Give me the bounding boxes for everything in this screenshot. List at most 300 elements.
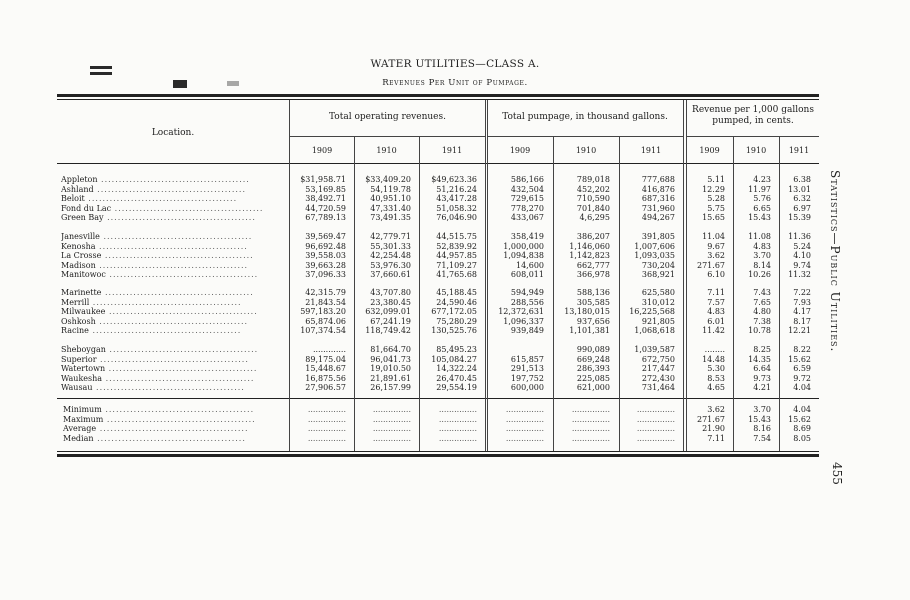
body-rule [57, 398, 819, 399]
location-cell [61, 251, 291, 261]
revenue-cell: 677,172.05 [431, 307, 477, 317]
location-cell [61, 242, 291, 252]
empty-cell-dots: ............... [438, 414, 477, 424]
revenue-group-header: Total operating revenues. [329, 112, 446, 122]
pumpage-cell: 494,267 [641, 213, 675, 223]
rate-cell: 4.10 [793, 251, 811, 261]
rate-cell: 6.65 [753, 203, 771, 213]
location-cell [61, 288, 291, 298]
revenue-cell: 23,380.45 [370, 297, 411, 307]
rate-cell: 11.32 [788, 270, 811, 280]
leader-dots: .......................................... [97, 175, 250, 184]
rate-cell: 6.64 [753, 364, 771, 374]
rate-cell: 8.53 [707, 373, 725, 383]
revenue-cell: 38,492.71 [305, 194, 346, 204]
pumpage-cell: 672,750 [641, 354, 675, 364]
year-header: 1909 [311, 146, 333, 155]
rate-cell: 14.48 [702, 354, 725, 364]
leader-dots: .......................................... [88, 326, 242, 336]
rate-cell: 12.21 [788, 326, 811, 336]
table-row [57, 232, 819, 242]
rate-cell: 15.62 [788, 414, 811, 424]
table-row [57, 374, 819, 384]
location-name: Wausau [61, 383, 93, 393]
pumpage-cell: 291,513 [510, 364, 544, 374]
revenue-cell: $33,409.20 [365, 175, 411, 184]
pumpage-cell: 600,000 [510, 383, 544, 393]
pumpage-cell: 729,615 [510, 194, 544, 204]
summary-cell [63, 415, 293, 425]
empty-cell-dots: ............... [438, 433, 477, 443]
rate-cell: 5.75 [707, 203, 725, 213]
leader-dots: .......................................... [93, 433, 246, 443]
pumpage-cell: 730,204 [641, 260, 675, 270]
table-row [57, 383, 819, 393]
table-row [57, 194, 819, 204]
location-cell [61, 383, 291, 393]
revenue-cell: 52,839.92 [436, 241, 477, 251]
table-row [57, 326, 819, 336]
empty-cell-dots: ............... [307, 414, 346, 424]
pumpage-cell: 4,6,295 [579, 213, 610, 223]
revenue-cell: 67,789.13 [305, 213, 346, 223]
summary-label: Average [63, 424, 97, 434]
rate-cell: 7.43 [753, 288, 771, 297]
pumpage-cell: 16,225,568 [629, 307, 675, 317]
pumpage-cell: 586,166 [510, 175, 544, 184]
empty-cell-dots: ............... [505, 414, 544, 424]
year-header: 1911 [640, 146, 662, 155]
rate-cell: 5.76 [753, 194, 771, 204]
pumpage-cell: 1,142,823 [569, 251, 610, 261]
revenue-cell: 81,664.70 [370, 345, 411, 354]
revenue-cell: 118,749.42 [365, 326, 411, 336]
summary-cell [63, 424, 293, 434]
revenue-cell: 44,957.85 [436, 251, 477, 261]
rate-cell: 14.35 [748, 354, 771, 364]
pumpage-cell: 386,207 [576, 232, 610, 241]
empty-cell-dots: ............... [307, 424, 346, 434]
location-cell [61, 317, 291, 327]
leader-dots: .......................................... [105, 345, 259, 354]
revenue-cell: 16,875.56 [305, 373, 346, 383]
pumpage-cell: 12,372,631 [498, 307, 544, 317]
rate-cell: 4.04 [793, 383, 811, 393]
revenue-cell: 53,976.30 [370, 260, 411, 270]
empty-cell-dots: ............... [372, 414, 411, 424]
summary-row [57, 415, 819, 425]
revenue-cell: 39,558.03 [305, 251, 346, 261]
location-cell [61, 261, 291, 271]
pumpage-cell: 1,068,618 [634, 326, 675, 336]
pumpage-cell: 1,146,060 [569, 241, 610, 251]
revenue-cell: 29,554.19 [436, 383, 477, 393]
table-row [57, 288, 819, 298]
revenue-cell: 40,951.10 [370, 194, 411, 204]
revenue-cell: 39,663.28 [305, 260, 346, 270]
empty-cell-dots: ............... [636, 414, 675, 424]
summary-label: Maximum [63, 414, 104, 424]
pumpage-cell: 778,270 [510, 203, 544, 213]
table-row [57, 355, 819, 365]
empty-cell-dots: ............... [505, 433, 544, 443]
year-header: 1911 [441, 146, 463, 155]
revenue-cell: 42,254.48 [370, 251, 411, 261]
bottom-rule-thin [57, 451, 819, 452]
rate-cell: 3.70 [753, 251, 771, 261]
revenue-cell: $49,623.36 [431, 175, 477, 184]
pumpage-cell: 615,857 [510, 354, 544, 364]
running-head: Statistics—Public Utilities. [828, 170, 842, 353]
location-cell [61, 213, 291, 223]
location-name: Sheboygan [61, 345, 106, 354]
page-number: 455 [830, 462, 844, 485]
pumpage-cell: 368,921 [641, 270, 675, 280]
empty-cell-dots: ............... [505, 424, 544, 434]
location-name: Fond du Lac [61, 203, 112, 213]
pumpage-cell: 990,089 [576, 345, 610, 354]
rate-cell: 6.01 [707, 316, 725, 326]
location-name: Milwaukee [61, 307, 106, 317]
summary-row [57, 405, 819, 415]
rate-cell: 7.65 [753, 297, 771, 307]
location-name: Waukesha [61, 373, 103, 383]
pumpage-cell: 286,393 [576, 364, 610, 374]
revenue-cell: 42,315.79 [305, 288, 346, 297]
location-cell [61, 204, 291, 214]
rate-cell: 3.62 [707, 251, 725, 261]
empty-cell-dots: ............... [438, 405, 477, 414]
empty-cell-dots: ............... [307, 405, 346, 414]
revenue-cell: 89,175.04 [305, 354, 346, 364]
leader-dots: .......................................... [101, 405, 255, 414]
revenue-cell: 43,707.80 [370, 288, 411, 297]
rate-cell: 4.65 [707, 383, 725, 393]
rate-cell: 8.25 [753, 345, 771, 354]
empty-cell-dots: ............... [438, 424, 477, 434]
page-subtitle: Revenues Per Unit of Pumpage. [382, 78, 528, 88]
rate-cell: ........ [704, 345, 725, 354]
revenue-cell: 21,843.54 [305, 297, 346, 307]
rate-cell: 11.08 [748, 232, 771, 241]
pumpage-cell: 358,419 [510, 232, 544, 241]
rate-cell: 5.30 [707, 364, 725, 374]
rate-cell: 21.90 [702, 424, 725, 434]
revenue-cell: 44,720.59 [305, 203, 346, 213]
year-header: 1909 [509, 146, 531, 155]
rate-cell: 6.38 [793, 175, 811, 184]
leader-dots: .......................................... [103, 414, 256, 424]
leader-dots: .......................................... [96, 354, 249, 364]
empty-cell-dots: ............... [571, 424, 610, 434]
top-rule [57, 94, 819, 97]
location-name: Green Bay [61, 213, 104, 223]
rate-cell: 5.11 [707, 175, 725, 184]
empty-cell-dots: ............... [372, 433, 411, 443]
pumpage-cell: 669,248 [576, 354, 610, 364]
summary-row [57, 434, 819, 444]
location-cell [61, 270, 291, 280]
revenue-cell: 24,590.46 [436, 297, 477, 307]
empty-cell-dots: ............... [636, 405, 675, 414]
rate-cell: 6.97 [793, 203, 811, 213]
location-cell [61, 326, 291, 336]
pumpage-cell: 701,840 [576, 203, 610, 213]
revenue-cell: 41,765.68 [436, 270, 477, 280]
rate-cell: 8.14 [753, 260, 771, 270]
pumpage-cell: 14,600 [516, 260, 544, 270]
empty-cell-dots: ............... [372, 405, 411, 414]
pumpage-cell: 391,805 [641, 232, 675, 241]
rate-cell: 10.26 [748, 270, 771, 280]
revenue-cell: 71,109.27 [436, 260, 477, 270]
rate-cell: 8.05 [793, 433, 811, 443]
empty-cell-dots: ............... [636, 433, 675, 443]
empty-cell-dots: ............... [571, 405, 610, 414]
rate-cell: 4.83 [707, 307, 725, 317]
pumpage-cell: 1,007,606 [634, 241, 675, 251]
rate-cell: 10.78 [748, 326, 771, 336]
revenue-cell: 37,660.61 [370, 270, 411, 280]
rate-cell: 15.43 [748, 213, 771, 223]
rate-cell: 15.43 [748, 414, 771, 424]
table-row [57, 261, 819, 271]
pumpage-cell: 1,101,381 [569, 326, 610, 336]
revenue-cell: 76,046.90 [436, 213, 477, 223]
revenue-cell: $31,958.71 [300, 175, 346, 184]
rate-cell: 271.67 [697, 260, 725, 270]
summary-cell [63, 434, 293, 444]
year-header: 1911 [788, 146, 810, 155]
rate-cell: 7.11 [707, 433, 725, 443]
pumpage-cell: 621,000 [576, 383, 610, 393]
location-name: Superior [61, 354, 97, 364]
pumpage-cell: 217,447 [641, 364, 675, 374]
rate-cell: 9.73 [753, 373, 771, 383]
pumpage-cell: 13,180,015 [564, 307, 610, 317]
table-row [57, 345, 819, 355]
rate-cell: 3.70 [753, 405, 771, 414]
leader-dots: .......................................... [111, 203, 264, 213]
pumpage-cell: 305,585 [576, 297, 610, 307]
table-row [57, 175, 819, 185]
year-header: 1910 [575, 146, 597, 155]
group-subrule [290, 136, 485, 137]
rate-cell: 4.23 [753, 175, 771, 184]
revenue-cell: 37,096.33 [305, 270, 346, 280]
location-name: La Crosse [61, 251, 102, 261]
revenue-cell: 21,891.61 [370, 373, 411, 383]
empty-cell-dots: ............... [636, 424, 675, 434]
rate-cell: 6.10 [707, 270, 725, 280]
revenue-cell: 51,216.24 [436, 184, 477, 194]
rate-cell: 4.21 [753, 383, 771, 393]
pumpage-cell: 432,504 [510, 184, 544, 194]
revenue-cell: 597,183.20 [300, 307, 346, 317]
revenue-cell: 107,374.54 [300, 326, 346, 336]
scan-mark [90, 72, 112, 75]
table-row [57, 364, 819, 374]
rate-cell: 5.24 [793, 241, 811, 251]
pumpage-cell: 1,093,035 [634, 251, 675, 261]
rate-cell: 8.17 [793, 316, 811, 326]
bottom-rule [57, 454, 819, 457]
empty-cell-dots: ............... [307, 433, 346, 443]
summary-cell [63, 405, 293, 415]
pumpage-cell: 731,960 [641, 203, 675, 213]
leader-dots: .......................................... [99, 232, 253, 241]
year-header: 1910 [376, 146, 397, 155]
leader-dots: .......................................... [96, 424, 249, 434]
rate-cell: 11.04 [702, 232, 725, 241]
table-row [57, 298, 819, 308]
location-name: Marinette [61, 288, 102, 297]
pumpage-cell: 1,094,838 [503, 251, 544, 261]
location-cell [61, 355, 291, 365]
table-row [57, 270, 819, 280]
location-name: Racine [61, 326, 89, 336]
pumpage-cell: 608,011 [510, 270, 544, 280]
rate-cell: 6.59 [793, 364, 811, 374]
rate-cell: 9.74 [793, 260, 811, 270]
rate-cell: 8.16 [753, 424, 771, 434]
rate-cell: 7.54 [753, 433, 771, 443]
pumpage-cell: 594,949 [510, 288, 544, 297]
leader-dots: .......................................... [105, 307, 258, 317]
leader-dots: .......................................... [102, 373, 255, 383]
revenue-cell: 26,157.99 [370, 383, 411, 393]
pumpage-group-header: Total pumpage, in thousand gallons. [502, 112, 668, 122]
pumpage-cell: 433,067 [510, 213, 544, 223]
revenue-cell: 67,241.19 [370, 316, 411, 326]
empty-cell-dots: ............... [505, 405, 544, 414]
pumpage-cell: 777,688 [641, 175, 675, 184]
year-header: 1910 [745, 146, 767, 155]
revenue-cell: 27,906.57 [305, 383, 346, 393]
group-subrule [687, 136, 819, 137]
rate-cell: 13.01 [788, 184, 811, 194]
revenue-cell: 14,322.24 [436, 364, 477, 374]
revenue-cell: 44,515.75 [436, 232, 477, 241]
table-row [57, 251, 819, 261]
revenue-cell: 47,331.40 [370, 203, 411, 213]
revenue-cell: 75,280.29 [436, 316, 477, 326]
revenue-cell: 85,495.23 [436, 345, 477, 354]
rate-cell: 4.80 [753, 307, 771, 317]
revenue-cell: 632,099.01 [365, 307, 411, 317]
page-title: WATER UTILITIES—CLASS A. [370, 58, 540, 70]
summary-label: Minimum [63, 405, 102, 414]
pumpage-cell: 1,096,337 [503, 316, 544, 326]
rate-cell: 15.39 [788, 213, 811, 223]
location-name: Watertown [61, 364, 106, 374]
location-cell [61, 298, 291, 308]
location-name: Janesville [61, 232, 100, 241]
revenue-cell: 105,084.27 [431, 354, 477, 364]
table-row [57, 317, 819, 327]
leader-dots: .......................................... [103, 213, 256, 223]
rate-cell: 7.22 [793, 288, 811, 297]
location-header: Location. [151, 128, 195, 138]
table-row [57, 242, 819, 252]
rate-cell: 7.11 [707, 288, 725, 297]
pumpage-cell: 1,000,000 [503, 241, 544, 251]
pumpage-cell: 310,012 [641, 297, 675, 307]
location-name: Appleton [61, 175, 98, 184]
pumpage-cell: 625,580 [641, 288, 675, 297]
location-name: Kenosha [61, 241, 96, 251]
rate-cell: 7.38 [753, 316, 771, 326]
revenue-cell: 45,188.45 [436, 288, 477, 297]
rate-cell: 7.93 [793, 297, 811, 307]
revenue-cell: 65,874.06 [305, 316, 346, 326]
leader-dots: .......................................... [101, 251, 254, 261]
location-name: Madison [61, 260, 96, 270]
leader-dots: .......................................... [105, 270, 259, 280]
revenue-cell: 19,010.50 [370, 364, 411, 374]
revenue-cell: 26,470.45 [436, 373, 477, 383]
rate-cell: 4.17 [793, 307, 811, 317]
leader-dots: .......................................... [95, 316, 249, 326]
rate-cell: 6.32 [793, 194, 811, 204]
pumpage-cell: 662,777 [576, 260, 610, 270]
location-name: Oshkosh [61, 316, 96, 326]
location-cell [61, 175, 291, 185]
pumpage-cell: 921,805 [641, 316, 675, 326]
rate-cell: 8.22 [793, 345, 811, 354]
revenue-cell: 96,692.48 [305, 241, 346, 251]
pumpage-cell: 588,136 [576, 288, 610, 297]
top-rule-thin [57, 99, 819, 100]
summary-row [57, 424, 819, 434]
location-cell [61, 307, 291, 317]
revenue-cell: 55,301.33 [370, 241, 411, 251]
revenue-cell: 43,417.28 [436, 194, 477, 204]
leader-dots: .......................................... [84, 194, 238, 204]
rate-cell: 9.72 [793, 373, 811, 383]
pumpage-cell: 710,590 [576, 194, 610, 204]
revenue-cell: 53,169.85 [305, 184, 346, 194]
pumpage-cell: 197,752 [510, 373, 544, 383]
rate-group-header: Revenue per 1,000 gallons pumped, in cents. [692, 105, 814, 126]
revenue-cell: 130,525.76 [431, 326, 477, 336]
location-name: Ashland [61, 184, 94, 194]
leader-dots: .......................................... [89, 297, 242, 307]
pumpage-cell: 272,430 [641, 373, 675, 383]
revenue-cell: 54,119.78 [370, 184, 411, 194]
rate-cell: 8.69 [793, 424, 811, 434]
leader-dots: .......................................... [101, 288, 254, 297]
pumpage-cell: 731,464 [641, 383, 675, 393]
empty-cell-dots: ............... [372, 424, 411, 434]
revenue-cell: 15,448.67 [305, 364, 346, 374]
table-row [57, 204, 819, 214]
rate-cell: 15.62 [788, 354, 811, 364]
rate-cell: 7.57 [707, 297, 725, 307]
revenue-cell: 39,569.47 [305, 232, 346, 241]
pumpage-cell: 789,018 [576, 175, 610, 184]
table-row [57, 185, 819, 195]
rate-cell: 15.65 [702, 213, 725, 223]
leader-dots: .......................................... [105, 364, 258, 374]
pumpage-cell: 937,656 [576, 316, 610, 326]
rate-cell: 4.83 [753, 241, 771, 251]
leader-dots: .......................................... [95, 260, 249, 270]
rate-cell: 271.67 [697, 414, 725, 424]
pumpage-cell: 452,202 [576, 184, 610, 194]
pumpage-cell: 416,876 [641, 184, 675, 194]
pumpage-cell: 366,978 [576, 270, 610, 280]
